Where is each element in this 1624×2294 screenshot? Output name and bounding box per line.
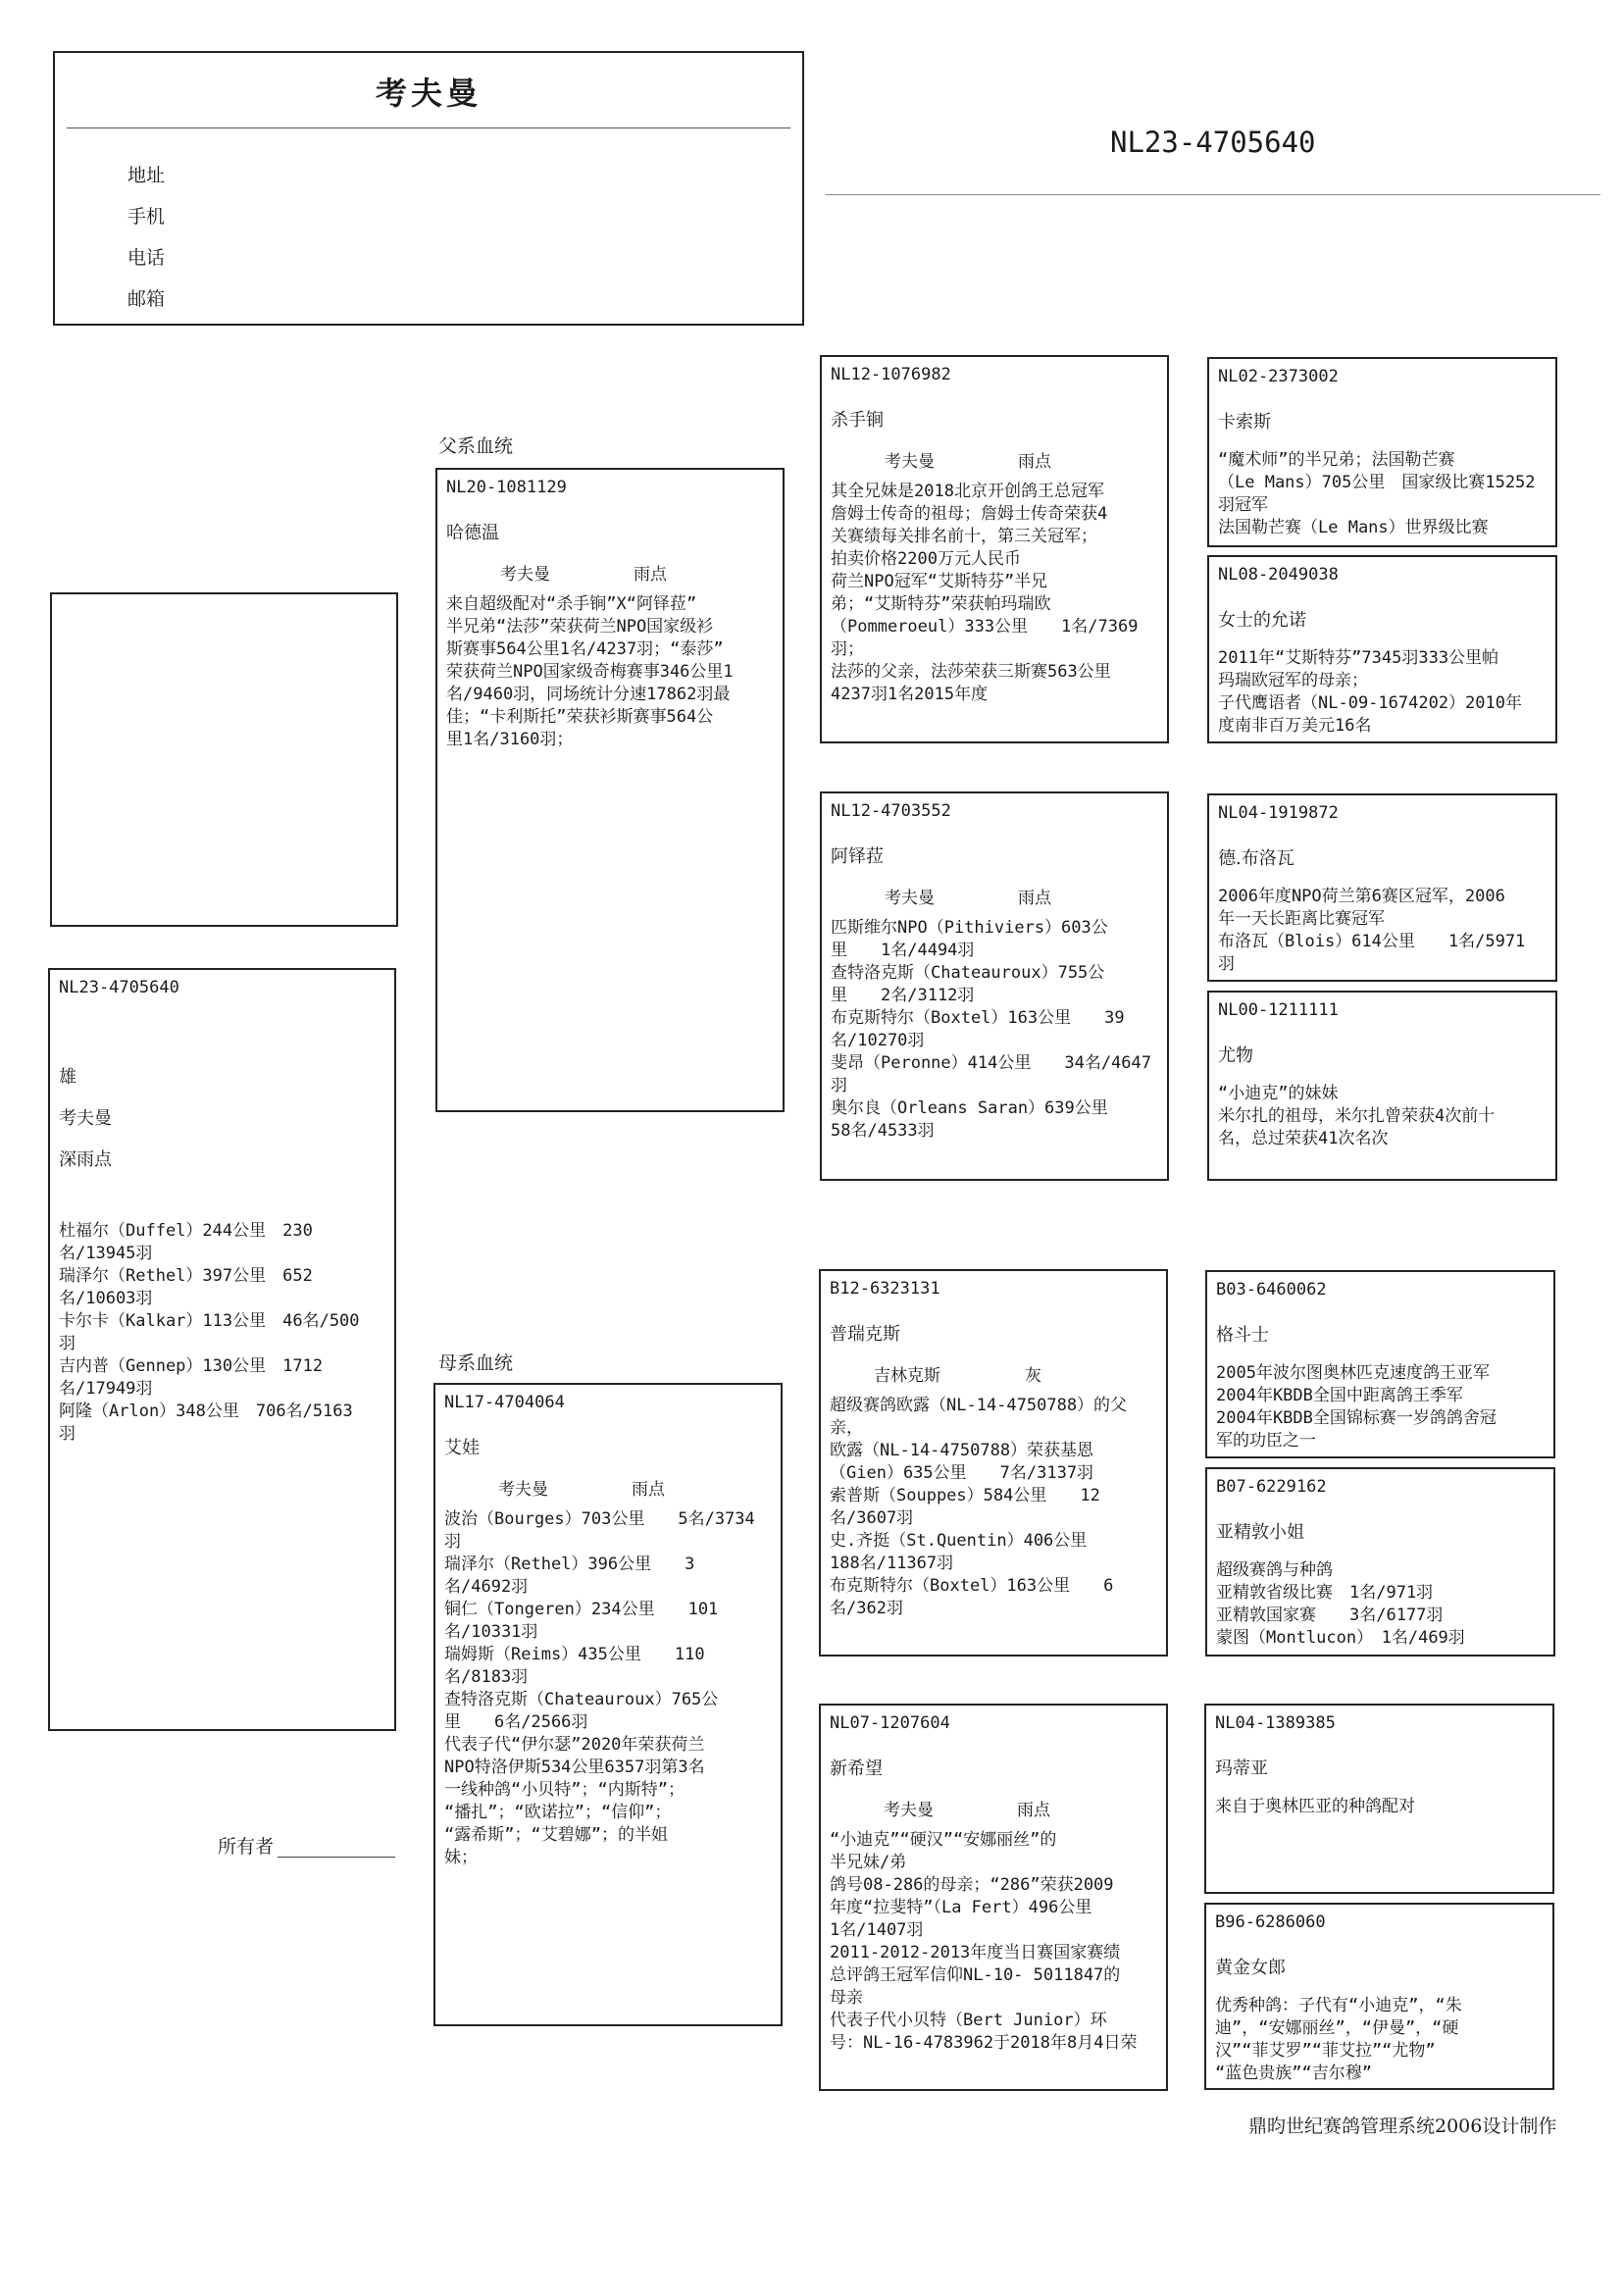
sire-card [435, 468, 785, 1112]
sire-dam-name: 阿铎菈 [831, 846, 884, 867]
dam-dam-card [819, 1704, 1168, 2091]
sire-sire-ring: NL12-1076982 [831, 365, 951, 384]
sdd-ring: NL00-1211111 [1218, 1000, 1339, 1020]
ddd-card [1204, 1903, 1554, 2090]
ssd-ring: NL08-2049038 [1218, 565, 1339, 585]
sire-color: 雨点 [634, 565, 667, 585]
owner-name: 考夫曼 [375, 75, 482, 112]
dam-ring: NL17-4704064 [444, 1393, 565, 1412]
subject-breeder: 考夫曼 [59, 1108, 112, 1129]
dss-ring: B03-6460062 [1216, 1280, 1327, 1300]
sds-card [1207, 793, 1557, 982]
sdd-name: 尤物 [1218, 1045, 1253, 1066]
subject-results: 杜福尔（Duffel）244公里 230 名/13945羽 瑞泽尔（Rethel）397公里 652 名/10603羽 卡尔卡（Kalkar）113公里 46名/500 羽 吉内普（Gennep）130公里 1712 名/17949羽 阿隆（Arlon）348公里 706名/5163 羽 [59, 1221, 360, 1444]
subject-color: 深雨点 [59, 1149, 112, 1170]
sire-notes: 来自超级配对“杀手锏”X“阿铎菈” 半兄弟“法莎”荣获荷兰NPO国家级衫 斯赛事564公里1名/4237羽；“泰莎” 荣获荷兰NPO国家级奇梅赛事346公里1 名/9460羽，同场统计分速17862羽最 佳；“卡利斯托”荣获衫斯赛事564公 里1名/3160羽； [446, 594, 734, 749]
sire-line-label: 父系血统 [438, 435, 514, 457]
sire-sire-card [820, 355, 1169, 743]
dam-dam-name: 新希望 [830, 1759, 883, 1779]
ddd-notes: 优秀种鸽：子代有“小迪克”，“朱 迪”，“安娜丽丝”，“伊曼”，“硬 汉”“菲艾罗”“菲艾拉”“尤物” “蓝色贵族”“吉尔穆” [1215, 1996, 1462, 2083]
dsd-card [1205, 1467, 1555, 1657]
sire-sire-breeder: 考夫曼 [885, 452, 935, 472]
dam-sire-notes: 超级赛鸽欧露（NL-14-4750788）的父 亲， 欧露（NL-14-4750788）荣获基恩 （Gien）635公里 7名/3137羽 索普斯（Souppes）584公里 12 名/3607羽 史.齐挺（St.Quentin）406公里 188名/11367羽 布克斯特尔（Boxtel）163公里 6 名/362羽 [830, 1396, 1128, 1618]
dsd-ring: B07-6229162 [1216, 1477, 1327, 1497]
dam-sire-breeder: 吉林克斯 [874, 1366, 940, 1386]
ddd-ring: B96-6286060 [1215, 1912, 1326, 1932]
subject-ring: NL23-4705640 [59, 978, 179, 997]
dam-sire-name: 普瑞克斯 [830, 1324, 900, 1345]
owner-info-box [53, 51, 804, 326]
subject-sex: 雄 [59, 1067, 76, 1088]
dds-card [1204, 1704, 1554, 1894]
dam-dam-notes: “小迪克”“硬汉”“安娜丽丝”的 半兄妹/弟 鸽号08-286的母亲；“286”荣获2009 年度“拉斐特”（La Fert）496公里 1名/1407羽 2011-2012-2013年度当日赛国家赛绩 总评鸽王冠军信仰NL-10- 5011847的 母亲 代表子代小贝特（Bert Junior）环 号：NL-16-4783962于2018年8月4日荣 [830, 1830, 1138, 2053]
dam-sire-ring: B12-6323131 [830, 1279, 940, 1299]
dam-dam-color: 雨点 [1017, 1801, 1050, 1820]
dss-notes: 2005年波尔图奥林匹克速度鸽王亚军 2004年KBDB全国中距离鸽王季军 2004年KBDB全国锦标赛一岁鸽鸽舍冠 军的功臣之一 [1216, 1363, 1497, 1451]
dam-line-label: 母系血统 [438, 1352, 514, 1374]
dam-sire-card [819, 1269, 1168, 1657]
sds-ring: NL04-1919872 [1218, 803, 1339, 823]
sss-ring: NL02-2373002 [1218, 367, 1339, 386]
dam-notes: 波治（Bourges）703公里 5名/3734 羽 瑞泽尔（Rethel）396公里 3 名/4692羽 铜仁（Tongeren）234公里 101 名/10331羽 瑞姆斯（Reims）435公里 110 名/8183羽 查特洛克斯（Chateauroux）765公 里 6名/2566羽 代表子代“伊尔瑟”2020年荣获荷兰 NPO特洛伊斯534公里6357羽第3名 一线种鸽“小贝特”；“内斯特”； “播扎”；“欧诺拉”；“信仰”； “露希斯”；“艾碧娜”；的半姐 妹； [444, 1509, 755, 1867]
sss-card [1207, 357, 1557, 547]
ssd-card [1207, 555, 1557, 743]
owner-email-label: 邮箱 [127, 288, 166, 310]
ddd-name: 黄金女郎 [1215, 1958, 1286, 1978]
header-divider [826, 194, 1600, 195]
sire-dam-breeder: 考夫曼 [885, 889, 935, 908]
sire-dam-card [820, 791, 1169, 1181]
sds-name: 德.布洛瓦 [1218, 848, 1294, 869]
dds-name: 玛蒂亚 [1215, 1759, 1268, 1779]
dam-color: 雨点 [632, 1480, 665, 1500]
owner-address-label: 地址 [127, 165, 166, 186]
sdd-notes: “小迪克”的妹妹 米尔扎的祖母，米尔扎曾荣获4次前十 名，总过荣获41次名次 [1218, 1084, 1496, 1148]
dam-breeder: 考夫曼 [498, 1480, 548, 1500]
owner-divider [67, 127, 790, 128]
dss-card [1205, 1270, 1555, 1458]
dam-dam-ring: NL07-1207604 [830, 1713, 950, 1733]
sire-breeder: 考夫曼 [500, 565, 550, 585]
subject-card [48, 968, 396, 1731]
sire-sire-name: 杀手锏 [831, 410, 884, 431]
ssd-name: 女士的允诺 [1218, 610, 1306, 631]
owner-signature-line [278, 1857, 395, 1858]
dsd-name: 亚精敦小姐 [1216, 1522, 1304, 1543]
header-ring-number: NL23-4705640 [1110, 126, 1316, 159]
dds-ring: NL04-1389385 [1215, 1713, 1336, 1733]
sire-ring: NL20-1081129 [446, 478, 567, 497]
dsd-notes: 超级赛鸽与种鸽 亚精敦省级比赛 1名/971羽 亚精敦国家赛 3名/6177羽 蒙图（Montlucon） 1名/469羽 [1216, 1560, 1465, 1648]
dam-dam-breeder: 考夫曼 [884, 1801, 934, 1820]
dam-card [433, 1383, 783, 2026]
sire-name: 哈德温 [446, 523, 499, 543]
sire-dam-notes: 匹斯维尔NPO（Pithiviers）603公 里 1名/4494羽 查特洛克斯（Chateauroux）755公 里 2名/3112羽 布克斯特尔（Boxtel）163公里 39 名/10270羽 斐昂（Peronne）414公里 34名/4647 羽 奥尔良（Orleans Saran）639公里 58名/4533羽 [831, 918, 1151, 1141]
owner-phone-label: 电话 [127, 247, 166, 269]
sire-sire-notes: 其全兄妹是2018北京开创鸽王总冠军 詹姆士传奇的祖母；詹姆士传奇荣获4 关赛绩每关排名前十，第三关冠军； 拍卖价格2200万元人民币 荷兰NPO冠军“艾斯特芬”半兄 弟；“艾斯特芬”荣获帕玛瑞欧 （Pommeroeul）333公里 1名/7369 羽； 法莎的父亲，法莎荣获三斯赛563公里 4237羽1名2015年度 [831, 482, 1139, 704]
sire-dam-color: 雨点 [1018, 889, 1051, 908]
sire-dam-ring: NL12-4703552 [831, 801, 951, 821]
dam-sire-color: 灰 [1025, 1366, 1041, 1386]
sds-notes: 2006年度NPO荷兰第6赛区冠军，2006 年一天长距离比赛冠军 布洛瓦（Blois）614公里 1名/5971 羽 [1218, 887, 1526, 974]
ssd-notes: 2011年“艾斯特芬”7345羽333公里帕 玛瑞欧冠军的母亲； 子代鹰语者（NL-09-1674202）2010年 度南非百万美元16名 [1218, 648, 1522, 736]
footer-credit: 鼎昀世纪赛鸽管理系统2006设计制作 [1248, 2116, 1557, 2137]
sdd-card [1207, 991, 1557, 1181]
dss-name: 格斗士 [1216, 1325, 1269, 1346]
dam-name: 艾娃 [444, 1438, 480, 1458]
owner-signature-label: 所有者 [218, 1836, 275, 1858]
owner-mobile-label: 手机 [127, 206, 166, 228]
sire-sire-color: 雨点 [1018, 452, 1051, 472]
sss-name: 卡索斯 [1218, 412, 1271, 433]
photo-placeholder [50, 592, 398, 927]
dds-notes: 来自于奥林匹亚的种鸽配对 [1215, 1797, 1415, 1816]
sss-notes: “魔术师”的半兄弟；法国勒芒赛 （Le Mans）705公里 国家级比赛15252 羽冠军 法国勒芒赛（Le Mans）世界级比赛 [1218, 450, 1536, 537]
